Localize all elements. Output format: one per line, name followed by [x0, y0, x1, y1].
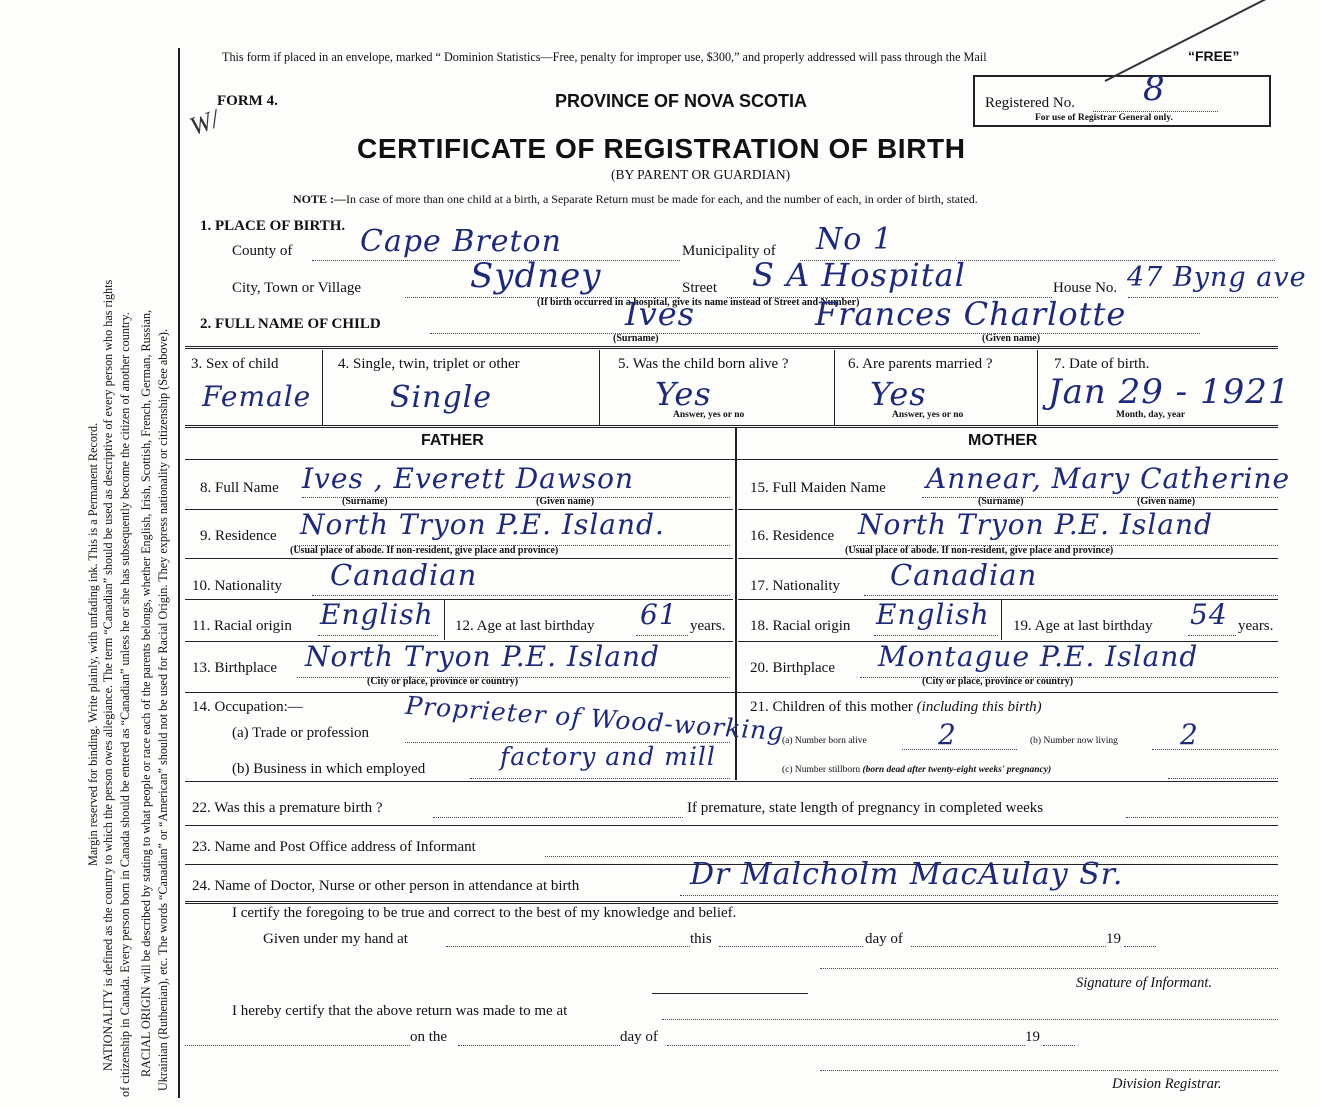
form-number: FORM 4. [217, 93, 278, 109]
father-birthplace: North Tryon P.E. Island [305, 640, 660, 673]
street-note: (If birth occurred in a hospital, give its name instead of Street and Number) [537, 297, 860, 308]
occupation-label: 14. Occupation:— [192, 699, 303, 715]
mother-residence-note: (Usual place of abode. If non-resident, give place and province) [845, 545, 1114, 556]
child-surname: Ives [625, 295, 696, 333]
certify-text: I certify the foregoing to be true and correct to the best of my knowledge and belief. [232, 905, 737, 921]
mother-birthplace: Montague P.E. Island [878, 640, 1199, 673]
children-label: 21. Children of this mother (including this birth) [750, 699, 1042, 715]
child-surname-note: (Surname) [613, 333, 659, 344]
this-label: this [690, 931, 712, 947]
given-under-label: Given under my hand at [263, 931, 408, 947]
county-label: County of [232, 243, 293, 259]
registrar-year-prefix: 19 [1025, 1029, 1040, 1045]
mother-age: 54 [1190, 598, 1228, 631]
margin-border [178, 48, 180, 1098]
business-label: (b) Business in which employed [232, 761, 426, 777]
mail-free-label: “FREE” [1188, 48, 1240, 64]
registrar-signature-label: Division Registrar. [1112, 1076, 1222, 1092]
note: NOTE :—In case of more than one child at a birth, a Separate Return must be made for each, and the number of each, in order of birth, stated. [293, 192, 978, 206]
margin-line-3: of citizenship in Canada. Every person born in Canada should be entered as “Canadian” unless he or she has subsequently become the citizen of another country. [118, 312, 132, 1097]
father-nationality-label: 10. Nationality [192, 578, 282, 594]
mother-surname-note: (Surname) [978, 496, 1024, 507]
father-years: years. [690, 618, 726, 634]
stillborn-label: (c) Number stillborn (born dead after twenty-eight weeks' pregnancy) [782, 765, 1052, 775]
living-count-label: (b) Number now living [1030, 736, 1118, 746]
year-prefix: 19 [1106, 931, 1121, 947]
registered-number: 8 [1143, 69, 1166, 109]
father-heading: FATHER [421, 432, 484, 449]
premature-label: 22. Was this a premature birth ? [192, 800, 383, 816]
street-label: Street [682, 280, 717, 296]
dob-value: Jan 29 - 1921 [1048, 372, 1291, 412]
father-name-label: 8. Full Name [200, 480, 279, 496]
born-alive-label: 5. Was the child born alive ? [618, 356, 789, 372]
trade-label: (a) Trade or profession [232, 725, 370, 741]
mother-age-label: 19. Age at last birthday [1013, 618, 1153, 634]
municipality-label: Municipality of [682, 243, 776, 259]
father-surname-note: (Surname) [342, 496, 388, 507]
city-label: City, Town or Village [232, 280, 362, 296]
margin-line-2: NATIONALITY is defined as the country to which the person owes allegiance. The term “Canadian” should be used as descriptive of every person who has rights [101, 279, 115, 1071]
certificate-subtitle: (BY PARENT OR GUARDIAN) [611, 167, 791, 182]
mother-given-note: (Given name) [1137, 496, 1196, 507]
annotation-initials: W/ [185, 103, 223, 142]
hereby-certify-label: I hereby certify that the above return was made to me at [232, 1003, 568, 1019]
sex-label: 3. Sex of child [191, 356, 279, 372]
child-name-label: 2. FULL NAME OF CHILD [200, 316, 381, 332]
sex-value: Female [202, 380, 312, 413]
house-value: 47 Byng ave [1127, 262, 1307, 293]
born-alive-note: Answer, yes or no [673, 410, 745, 420]
doctor-value: Dr Malcholm MacAulay Sr. [690, 857, 1124, 892]
birth-type-label: 4. Single, twin, triplet or other [338, 356, 520, 372]
house-label: House No. [1053, 280, 1118, 296]
province-heading: PROVINCE OF NOVA SCOTIA [555, 91, 808, 111]
father-nationality: Canadian [330, 558, 478, 592]
registrar-day-of-label: day of [620, 1029, 658, 1045]
margin-line-5: Ukrainian (Ruthenian), etc. The words “Canadian” or “American” should not be used for Racial Origin. They express nationality or citizenship (See above). [156, 328, 170, 1091]
father-age: 61 [640, 598, 678, 631]
father-birthplace-label: 13. Birthplace [192, 660, 277, 676]
informant-signature-label: Signature of Informant. [1076, 975, 1213, 991]
doctor-label: 24. Name of Doctor, Nurse or other person in attendance at birth [192, 878, 580, 894]
born-alive-value: Yes [655, 375, 712, 413]
mother-birthplace-label: 20. Birthplace [750, 660, 835, 676]
parents-married-label: 6. Are parents married ? [848, 356, 993, 372]
city-value: Sydney [470, 256, 602, 296]
mother-years: years. [1238, 618, 1274, 634]
father-residence-note: (Usual place of abode. If non-resident, give place and province) [290, 545, 559, 556]
mother-birthplace-note: (City or place, province or country) [922, 676, 1074, 687]
street-value: S A Hospital [752, 256, 966, 294]
mother-name-label: 15. Full Maiden Name [750, 480, 886, 496]
municipality-value: No 1 [816, 222, 893, 257]
mother-heading: MOTHER [968, 432, 1038, 449]
child-given-note: (Given name) [982, 333, 1041, 344]
premature-weeks-label: If premature, state length of pregnancy in completed weeks [687, 800, 1044, 816]
father-racial-label: 11. Racial origin [192, 618, 292, 634]
living-count: 2 [1180, 718, 1199, 751]
mail-notice: This form if placed in an envelope, marked “ Dominion Statistics—Free, penalty for improper use, $300,” and properly addressed will pass through the Mail [222, 50, 987, 64]
tick-mark [1105, 0, 1311, 82]
mother-racial-label: 18. Racial origin [750, 618, 851, 634]
parents-married-note: Answer, yes or no [892, 410, 964, 420]
trade-value: Proprieter of Wood-working [404, 690, 786, 747]
birth-type-value: Single [390, 380, 493, 415]
mother-nationality: Canadian [890, 558, 1038, 592]
mother-residence: North Tryon P.E. Island [858, 508, 1213, 541]
father-residence-label: 9. Residence [200, 528, 277, 544]
father-age-label: 12. Age at last birthday [455, 618, 595, 634]
registered-label: Registered No. [985, 95, 1075, 111]
father-residence: North Tryon P.E. Island. [300, 508, 665, 541]
registrar-use-note: For use of Registrar General only. [1035, 113, 1173, 123]
mother-nationality-label: 17. Nationality [750, 578, 840, 594]
father-racial: English [320, 598, 434, 631]
certificate-title: CERTIFICATE OF REGISTRATION OF BIRTH [357, 133, 966, 164]
business-value: factory and mill [500, 742, 716, 771]
day-of-label: day of [865, 931, 903, 947]
child-given-name: Frances Charlotte [815, 295, 1127, 333]
father-birthplace-note: (City or place, province or country) [367, 676, 519, 687]
father-given-note: (Given name) [536, 496, 595, 507]
margin-line-4: RACIAL ORIGIN will be described by stating to what people or race each of the parents belongs, whether English, Irish, Scottish, French, German, Russian, [139, 309, 153, 1077]
mother-name: Annear, Mary Catherine [926, 462, 1291, 495]
mother-racial: English [876, 598, 990, 631]
dob-label: 7. Date of birth. [1054, 356, 1150, 372]
margin-line-1: Margin reserved for binding. Write plainly, with unfading ink. This is a Permanent Record. [86, 422, 100, 866]
father-name: Ives , Everett Dawson [302, 462, 635, 495]
on-the-label: on the [410, 1029, 448, 1045]
place-of-birth-heading: 1. PLACE OF BIRTH. [200, 218, 346, 234]
informant-label: 23. Name and Post Office address of Informant [192, 839, 476, 855]
born-alive-count-label: (a) Number born alive [782, 736, 867, 746]
born-alive-count: 2 [938, 718, 957, 751]
mother-residence-label: 16. Residence [750, 528, 835, 544]
registration-box [973, 69, 1271, 127]
dob-note: Month, day, year [1116, 410, 1186, 420]
county-value: Cape Breton [360, 224, 562, 259]
parents-married-value: Yes [870, 375, 927, 413]
